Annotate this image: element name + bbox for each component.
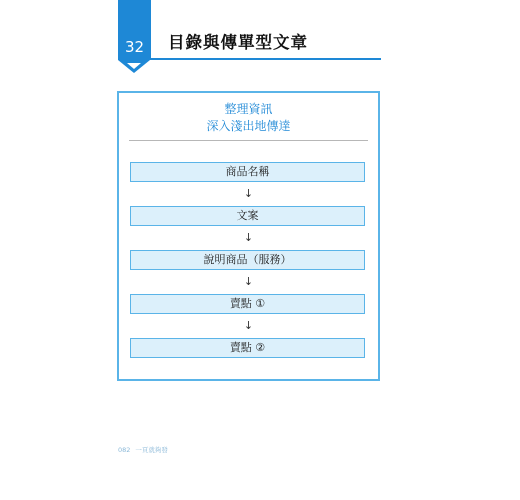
chapter-title: 目錄與傳單型文章 [168,33,308,52]
chapter-number: 32 [124,38,145,56]
down-arrow-icon: ↓ [243,319,254,332]
header-rule [151,58,381,60]
page-footer [118,446,168,455]
footer-section-title: 一頁就夠發 [135,446,168,454]
diagram-title [119,101,378,135]
down-arrow-icon: ↓ [243,275,254,288]
diagram-title-line-2: 深入淺出地傳達 [206,119,291,133]
flow-diagram-frame [117,91,380,381]
title-divider [129,140,368,141]
flow-step-selling-point-2: 賣點 ② [130,338,365,358]
page-number: 082 [118,446,131,454]
down-arrow-icon: ↓ [243,187,254,200]
chevron-down-icon [127,63,141,69]
diagram-title-line-1: 整理資訊 [224,102,273,116]
flow-step-selling-point-1: 賣點 ① [130,294,365,314]
down-arrow-icon: ↓ [243,231,254,244]
flow-step-product-name: 商品名稱 [130,162,365,182]
flow-step-product-description: 說明商品（服務） [130,250,365,270]
flow-step-copy: 文案 [130,206,365,226]
